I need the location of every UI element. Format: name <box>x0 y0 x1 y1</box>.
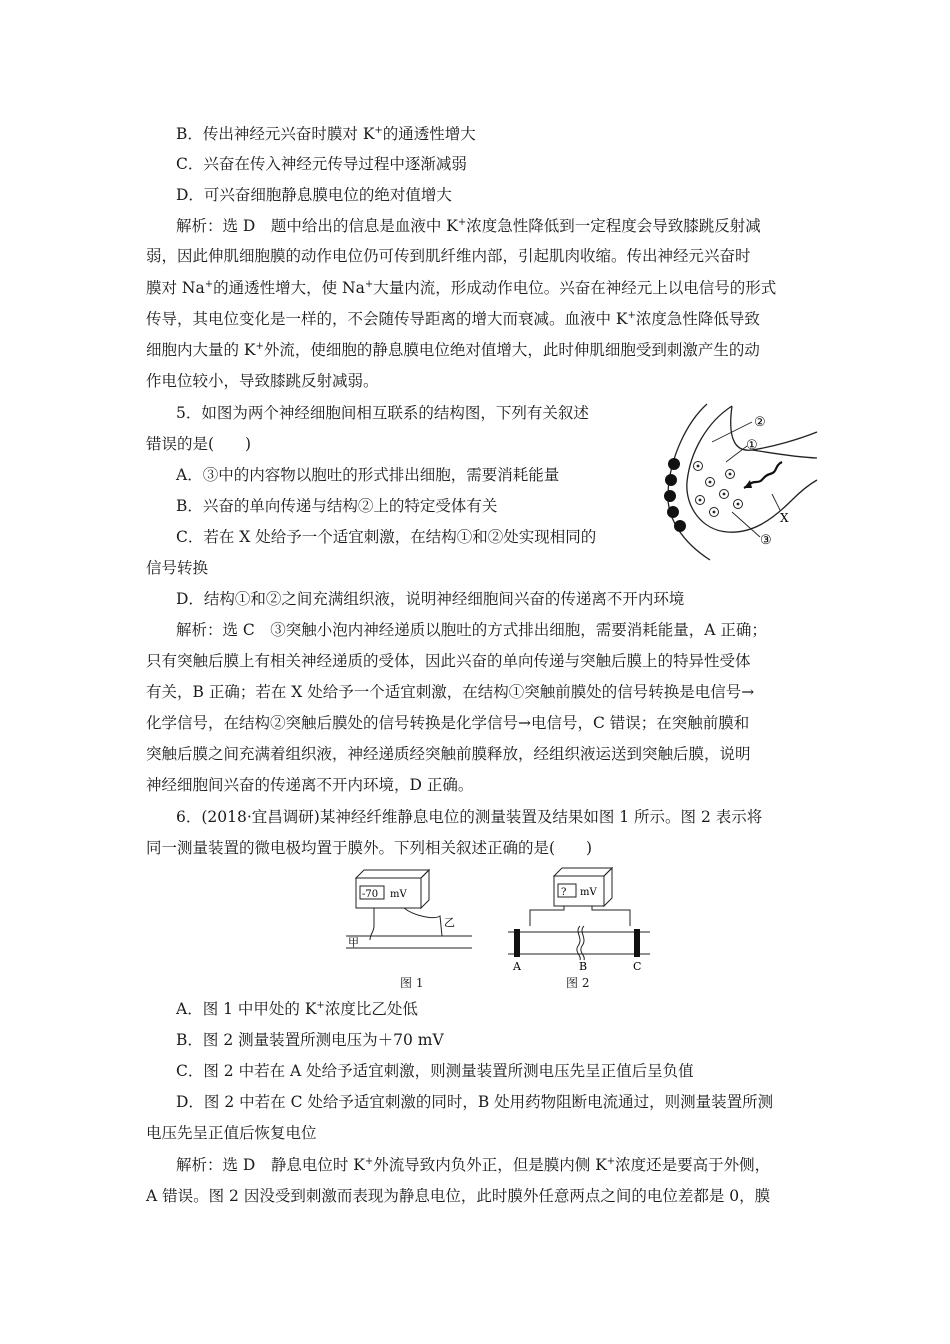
figure-2-caption: 图 2 <box>566 976 590 990</box>
q4-option-b: B．传出神经元兴奋时膜对 K+的通透性增大 <box>176 125 476 143</box>
q4-explanation-line: 弱，因此伸肌细胞膜的动作电位仍可传到肌纤维内部，引起肌肉收缩。传出神经元兴奋时 <box>146 247 751 265</box>
figure-1-caption: 图 1 <box>400 976 424 990</box>
receptors <box>664 458 686 532</box>
q5-stem: 错误的是( ) <box>146 435 252 453</box>
q6-stem: 6．(2018·宜昌调研)某神经纤维静息电位的测量装置及结果如图 1 所示。图 2 表示将 <box>176 808 763 826</box>
q5-explanation-line: 有关，B 正确；若在 X 处给予一个适宜刺激，在结构①突触前膜处的信号转换是电信号→ <box>146 683 755 701</box>
marker-c <box>634 929 640 957</box>
q6-option-d: D．图 2 中若在 C 处给予适宜刺激的同时，B 处用药物阻断电流通过，则测量装置所测 <box>176 1093 774 1111</box>
q5-explanation-line: 化学信号，在结构②突触后膜处的信号转换是化学信号→电信号，C 错误；在突触前膜和 <box>146 714 750 732</box>
q6-option-c: C．图 2 中若在 A 处给予适宜刺激，则测量装置所测电压先呈正值后呈负值 <box>176 1062 694 1080</box>
q5-explanation-line: 只有突触后膜上有相关神经递质的受体，因此兴奋的单向传递与突触后膜上的特异性受体 <box>146 652 751 670</box>
q5-explanation-line: 神经细胞间兴奋的传递离不开内环境，D 正确。 <box>146 776 474 794</box>
synapse-figure <box>652 402 818 562</box>
q6-explanation-line: A 错误。图 2 因没受到刺激而表现为静息电位，此时膜外任意两点之间的电位差都是 0，膜 <box>146 1187 771 1205</box>
label-yi: 乙 <box>444 916 455 929</box>
q4-explanation-line: 解析：选 D 题中给出的信息是血液中 K+浓度急性降低到一定程度会导致膝跳反射减 <box>176 217 761 235</box>
electrode-left <box>530 906 564 926</box>
electrode-yi <box>404 908 442 936</box>
figure-2 <box>504 866 654 972</box>
marker-a <box>514 929 520 957</box>
q5-option-d: D．结构①和②之间充满组织液，说明神经细胞间兴奋的传递离不开内环境 <box>176 590 685 608</box>
synaptic-vesicles <box>694 462 743 517</box>
label-a: A <box>513 960 521 972</box>
q6-option-d-cont: 电压先呈正值后恢复电位 <box>146 1124 317 1142</box>
meter-reading: ? <box>561 887 567 898</box>
label-3: ③ <box>760 533 772 548</box>
label-c: C <box>633 960 642 972</box>
figure-1 <box>344 868 474 958</box>
meter-unit: mV <box>390 889 407 900</box>
q6-option-b: B．图 2 测量装置所测电压为＋70 mV <box>176 1031 444 1049</box>
q5-option-c: C．若在 X 处给予一个适宜刺激，在结构①和②处实现相同的 <box>176 528 597 546</box>
q4-explanation-line: 膜对 Na+的通透性增大，使 Na+大量内流，形成动作电位。兴奋在神经元上以电信号的形式 <box>146 279 777 297</box>
q6-stem: 同一测量装置的微电极均置于膜外。下列相关叙述正确的是( ) <box>146 839 593 857</box>
q5-option-a: A．③中的内容物以胞吐的形式排出细胞，需要消耗能量 <box>176 466 560 484</box>
q5-stem: 5．如图为两个神经细胞间相互联系的结构图，下列有关叙述 <box>176 404 589 422</box>
q4-option-c: C．兴奋在传入神经元传导过程中逐渐减弱 <box>176 155 467 173</box>
electrode-right <box>592 906 630 926</box>
q4-explanation-line: 细胞内大量的 K+外流，使细胞的静息膜电位绝对值增大，此时伸肌细胞受到刺激产生的动 <box>146 341 760 359</box>
q4-option-d: D．可兴奋细胞静息膜电位的绝对值增大 <box>176 186 452 204</box>
q5-option-b: B．兴奋的单向传递与结构②上的特定受体有关 <box>176 497 498 515</box>
q4-explanation-line: 作电位较小，导致膝跳反射减弱。 <box>146 372 379 390</box>
label-x: X <box>780 511 789 525</box>
q6-explanation-line: 解析：选 D 静息电位时 K+外流导致内负外正，但是膜内侧 K+浓度还是要高于外侧， <box>176 1156 771 1174</box>
q5-explanation-line: 解析：选 C ③突触小泡内神经递质以胞吐的方式排出细胞，需要消耗能量，A 正确； <box>176 621 767 639</box>
label-b: B <box>579 960 588 972</box>
label-1: ① <box>746 438 758 453</box>
electrode-jia <box>370 908 374 940</box>
meter-reading: -70 <box>362 889 379 900</box>
q4-explanation-line: 传导，其电位变化是一样的，不会随传导距离的增大而衰减。血液中 K+浓度急性降低导致 <box>146 310 760 328</box>
label-jia: 甲 <box>348 936 359 949</box>
label-2: ② <box>754 415 766 430</box>
q5-explanation-line: 突触后膜之间充满着组织液，神经递质经突触前膜释放，经组织液运送到突触后膜，说明 <box>146 745 751 763</box>
q6-option-a: A．图 1 中甲处的 K+浓度比乙处低 <box>176 1000 418 1018</box>
meter-unit: mV <box>580 887 597 898</box>
q5-option-c-cont: 信号转换 <box>146 559 209 577</box>
